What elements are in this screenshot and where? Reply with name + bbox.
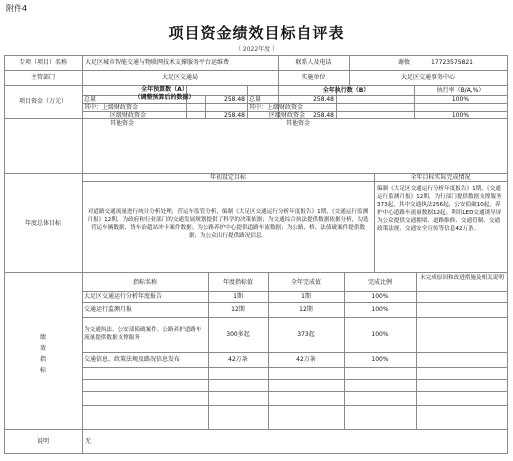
- perf-row-ratio: 100%: [371, 306, 389, 313]
- perf-header-ratio: 完成比例: [367, 279, 392, 286]
- perf-row-ratio: 100%: [371, 356, 389, 363]
- evaluation-table: [4, 55, 508, 459]
- perf-header-target: 年度指标值: [222, 279, 253, 286]
- rule: [82, 391, 508, 392]
- perf-row-ratio: 100%: [371, 331, 389, 338]
- contact-name: 谢攸: [398, 59, 411, 66]
- perf-row-ratio: 100%: [371, 293, 389, 300]
- fund-row-exec-label: 其他资金: [286, 120, 311, 127]
- rule: [4, 55, 5, 454]
- perf-row-actual: 1期: [301, 293, 311, 300]
- perf-row-actual: 373起: [297, 331, 315, 338]
- rule: [82, 55, 83, 454]
- impl-label: 实施单位: [301, 74, 326, 81]
- rule: [4, 272, 508, 273]
- attachment-label: 附件4: [6, 4, 28, 13]
- goals-label: 年度总体目标: [24, 220, 61, 227]
- fund-row-rate: 100%: [451, 96, 470, 103]
- perf-header-actual: 全年完成值: [290, 279, 321, 286]
- perf-row-target: 12期: [231, 306, 245, 313]
- perf-row-name: 为交通执法、公安部侦破案件、公路养护道路车流量提供数据支撑服务: [84, 327, 202, 341]
- perf-row-actual: 42万条: [296, 356, 316, 363]
- rule: [4, 70, 508, 71]
- rule: [374, 173, 375, 272]
- rule: [4, 85, 508, 86]
- rule: [247, 85, 248, 118]
- rule: [82, 181, 508, 182]
- funds-label: 项目资金（万元）: [18, 98, 67, 105]
- performance-label: 绩 效 指 标: [39, 334, 46, 374]
- rule: [82, 367, 508, 368]
- rule: [82, 302, 508, 303]
- form-year: （ 2022年度 ）: [234, 46, 279, 53]
- budget-header: 全年预算数（A） （调整预算后的数据）: [134, 86, 195, 101]
- perf-row-name: 交通运行监测月报: [84, 306, 133, 313]
- exec-header: 全年执行数（B）: [322, 87, 370, 94]
- actual-goal-text: 编制《大足区交通运行分析年度报告》1期、《交通运行监测月报》12期，为行部门提供数据支撑服务373起，其中交通执法256起，公安侦破10起，养护中心道路车流量数据12起。利用LED交通诱导屏为公众提供交通拥堵、道路维修、交通管制、交通政策法规、交通安全宣传等信息42万条。: [377, 186, 502, 232]
- fund-row-label: 其他资金: [110, 120, 135, 127]
- perf-row-actual: 12期: [299, 306, 313, 313]
- fund-row-exec-label: 总量: [249, 96, 262, 103]
- initial-goal-text: 对道路交通流量进行统计分析处理，营运车监管分析，编制《大足区交通运行分析年度报告》1期，《交通运行监测月报》12期，为政府和行业部门的交通发展规划提供了科学的决策依据；为交通综合执法提供数据依据分析，勾选营运车辆数据、货车治超站冲卡案件数据；为公路养护中心提供道路车流数据；为公路、桥、法侦破案件提供数据；为公众出行提供路况信息。: [87, 209, 369, 239]
- fund-row-label: 其中：上级财政资金: [84, 104, 139, 111]
- rule: [82, 291, 508, 292]
- fund-row-budget: 258.48: [224, 112, 245, 119]
- remark-value: 无: [85, 438, 92, 445]
- actual-goal-header: 全年目标实际完成情况: [410, 174, 471, 181]
- rule: [82, 317, 508, 318]
- rule: [82, 352, 508, 353]
- rule: [82, 379, 508, 380]
- fund-row-exec: 258.48: [313, 96, 334, 103]
- rule: [507, 55, 508, 454]
- initial-goal-header: 年初设定目标: [209, 174, 246, 181]
- impl-value: 大足区交通事务中心: [400, 74, 455, 81]
- perf-row-name: 大足区交通运行分析年度报告: [84, 293, 163, 300]
- fund-row-exec-label: 其中：上级财政资金: [249, 104, 304, 111]
- rule: [82, 405, 508, 406]
- dept-label: 主管部门: [30, 74, 55, 81]
- rule: [4, 55, 508, 56]
- contact-phone: 17723575821: [431, 59, 473, 66]
- form-title: 项目资金绩效目标自评表: [168, 24, 345, 42]
- rule: [416, 272, 417, 429]
- project-name-value: 大足区城市智能交通与物联网技术支撑服务平台运维费: [85, 59, 230, 66]
- project-name-label: 专项（项目）名称: [18, 59, 67, 66]
- rule: [4, 429, 508, 430]
- contact-label: 联系人及电话: [295, 59, 332, 66]
- perf-row-name: 交通信息、政策法规及路况信息发布: [84, 356, 181, 363]
- fund-row-exec: 258.48: [313, 112, 334, 119]
- rule: [4, 453, 508, 454]
- fund-row-rate: 100%: [451, 112, 470, 119]
- perf-header-notes: 未完成原因和改进措施及相关说明: [420, 275, 504, 281]
- perf-row-target: 300多起: [226, 331, 250, 338]
- rate-header: 执行率（B/A,%）: [436, 87, 485, 94]
- fund-row-label: 区级财政资金: [110, 112, 147, 119]
- fund-row-label: 总量: [84, 96, 97, 103]
- perf-header-name: 指标名称: [132, 279, 157, 286]
- perf-row-target: 42万条: [228, 356, 248, 363]
- fund-row-exec-label: 区级财政资金: [269, 112, 306, 119]
- perf-row-target: 1期: [233, 293, 243, 300]
- fund-row-budget: 258.48: [224, 96, 245, 103]
- remark-label: 说明: [36, 438, 49, 445]
- dept-value: 大足区交通局: [161, 74, 198, 81]
